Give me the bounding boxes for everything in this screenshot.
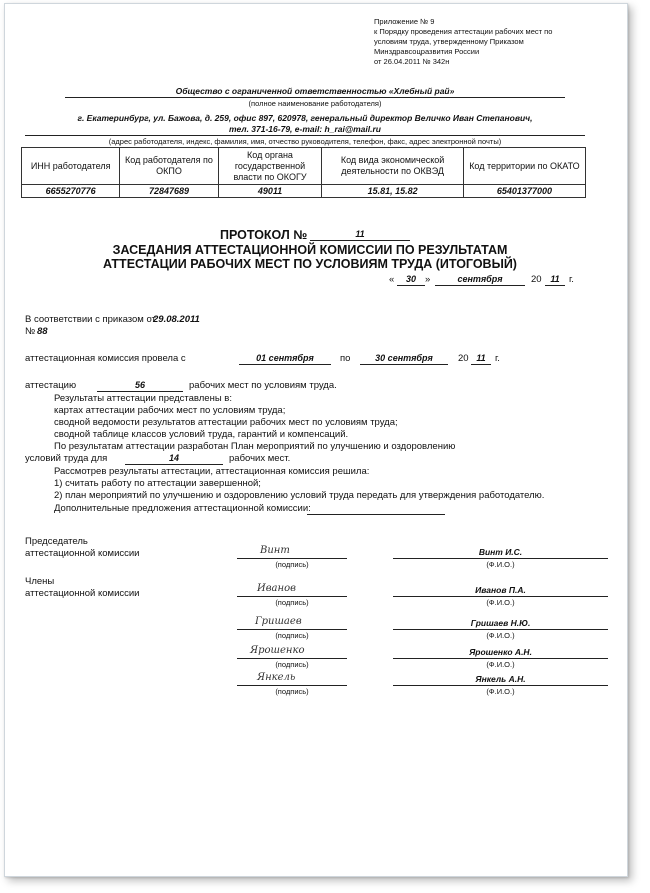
document-page [4,3,628,877]
date-month-line [435,285,525,286]
signature-image: Винт [260,545,290,556]
decision-intro: Рассмотрев результаты аттестации, аттестационная комиссия решила: [54,466,370,477]
fio-caption: (Ф.И.О.) [486,687,515,696]
protocol-number-label: ПРОТОКОЛ № [220,228,308,242]
decision-item-2: 2) план мероприятий по улучшению и оздоровлению условий труда передать для утверждения работодателю. [54,490,545,501]
chair-label-1: Председатель [25,536,88,547]
name-line [393,685,608,686]
order-date: 29.08.2011 [153,314,200,325]
employer-name-line [65,97,565,98]
results-intro: Результаты аттестации представлены в: [54,393,232,404]
result-item-2: сводной ведомости результатов аттестации рабочих мест по условиям труда; [54,417,398,428]
fio-caption: (Ф.И.О.) [486,660,515,669]
signature-image: Иванов [257,583,296,594]
signature-image: Ярошенко [250,645,305,656]
appendix-line-4: Минздравсоцразвития России [374,47,480,56]
employer-address-line-2: тел. 371-16-79, e-mail: h_rai@mail.ru [229,124,381,134]
signature-caption: (подпись) [275,598,309,607]
name-line [393,658,608,659]
name-line [393,629,608,630]
name-line [393,558,608,559]
period-year-suffix: г. [495,353,500,364]
places-text: рабочих мест по условиям труда. [189,380,337,391]
commission-text: аттестационная комиссия провела с [25,353,186,364]
signature-line [237,685,347,686]
extra-proposals-line [307,514,445,515]
order-number-label: № [25,326,36,337]
employer-address-line [25,135,585,136]
codes-table-header-row [22,148,586,185]
codes-table-values-row [22,185,586,198]
header-okogu: Код органа государственной власти по ОКОГУ [218,148,322,185]
member-name: Янкель А.Н. [475,674,526,684]
date-day-line [397,285,425,286]
date-month: сентября [457,274,503,284]
name-line [393,596,608,597]
signature-line [237,658,347,659]
signature-image: Янкель [257,672,296,683]
date-day: 30 [405,274,416,284]
members-label-1: Члены [25,576,55,587]
appendix-line-3: условиям труда, утвержденному Приказом [374,37,524,46]
protocol-title-line-2: ЗАСЕДАНИЯ АТТЕСТАЦИОННОЙ КОМИССИИ ПО РЕЗУЛЬТАТАМ [112,243,508,257]
date-year-line [545,285,565,286]
decision-item-1: 1) считать работу по аттестации завершенной; [54,478,261,489]
appendix-line-1: Приложение № 9 [374,17,435,26]
employer-address-line-1: г. Екатеринбург, ул. Бажова, д. 259, офис 897, 620978, генеральный директор Величко Иван Степанович, [77,113,533,123]
signature-line [237,596,347,597]
period-year-line [471,364,491,365]
signature-caption: (подпись) [275,631,309,640]
member-name: Гришаев Н.Ю. [470,618,531,628]
plan-count-line [125,464,223,465]
date-year: 11 [550,274,560,284]
appendix-line-2: к Порядку проведения аттестации рабочих мест по [374,27,553,36]
places-count-line [97,391,183,392]
employer-address-caption: (адрес работодателя, индекс, фамилия, имя, отчество руководителя, телефон, факс, адрес электронной почты) [108,137,502,146]
fio-caption: (Ф.И.О.) [486,598,515,607]
period-year-prefix: 20 [458,353,469,364]
signature-caption: (подпись) [275,660,309,669]
header-inn: ИНН работодателя [22,148,120,185]
places-count: 56 [134,380,145,390]
result-item-3: сводной таблице классов условий труда, гарантий и компенсаций. [54,429,349,440]
protocol-number-line [310,240,410,241]
codes-table [21,147,586,198]
result-item-1: картах аттестации рабочих мест по условиям труда; [54,405,286,416]
plan-count: 14 [168,453,179,463]
extra-proposals: Дополнительные предложения аттестационной комиссии: [54,503,311,514]
date-year-prefix: 20 [531,274,542,285]
employer-name: Общество с ограниченной ответственностью «Хлебный рай» [175,86,455,96]
protocol-title-line-3: АТТЕСТАЦИИ РАБОЧИХ МЕСТ ПО УСЛОВИЯМ ТРУДА (ИТОГОВЫЙ) [103,257,517,271]
value-okato: 65401377000 [463,185,585,198]
date-open-quote: « [389,274,395,285]
header-okpo: Код работодателя по ОКПО [120,148,218,185]
member-name: Иванов П.А. [475,585,526,595]
order-number: 88 [37,326,48,337]
signature-image: Гришаев [255,616,302,627]
signature-line [237,629,347,630]
period-to-line [360,364,448,365]
value-okpo: 72847689 [120,185,218,198]
employer-name-caption: (полное наименование работодателя) [248,99,382,108]
member-name: Винт И.С. [478,547,523,557]
header-okved: Код вида экономической деятельности по ОКВЭД [322,148,464,185]
period-to-label: по [340,353,351,364]
period-from-date: 01 сентября [256,353,314,363]
appendix-line-5: от 26.04.2011 № 342н [374,57,450,66]
signature-caption: (подпись) [275,687,309,696]
value-okved: 15.81, 15.82 [322,185,464,198]
period-year: 11 [476,353,486,363]
value-okogu: 49011 [218,185,322,198]
chair-label-2: аттестационной комиссии [25,548,140,559]
members-label-2: аттестационной комиссии [25,588,140,599]
plan-line-1: По результатам аттестации разработан План мероприятий по улучшению и оздоровлению [54,441,456,452]
attestation-label: аттестацию [25,380,77,391]
member-name: Ярошенко А.Н. [469,647,532,657]
order-text: В соответствии с приказом от [25,314,156,325]
signature-line [237,558,347,559]
fio-caption: (Ф.И.О.) [486,560,515,569]
period-to-date: 30 сентября [375,353,433,363]
period-from-line [239,364,331,365]
value-inn: 6655270776 [22,185,120,198]
signature-caption: (подпись) [275,560,309,569]
date-close-quote: » [425,274,431,285]
plan-line-2-suffix: рабочих мест. [229,453,291,464]
protocol-number: 11 [355,229,365,239]
plan-line-2-prefix: условий труда для [25,453,108,464]
header-okato: Код территории по ОКАТО [463,148,585,185]
date-year-suffix: г. [569,274,574,285]
fio-caption: (Ф.И.О.) [486,631,515,640]
